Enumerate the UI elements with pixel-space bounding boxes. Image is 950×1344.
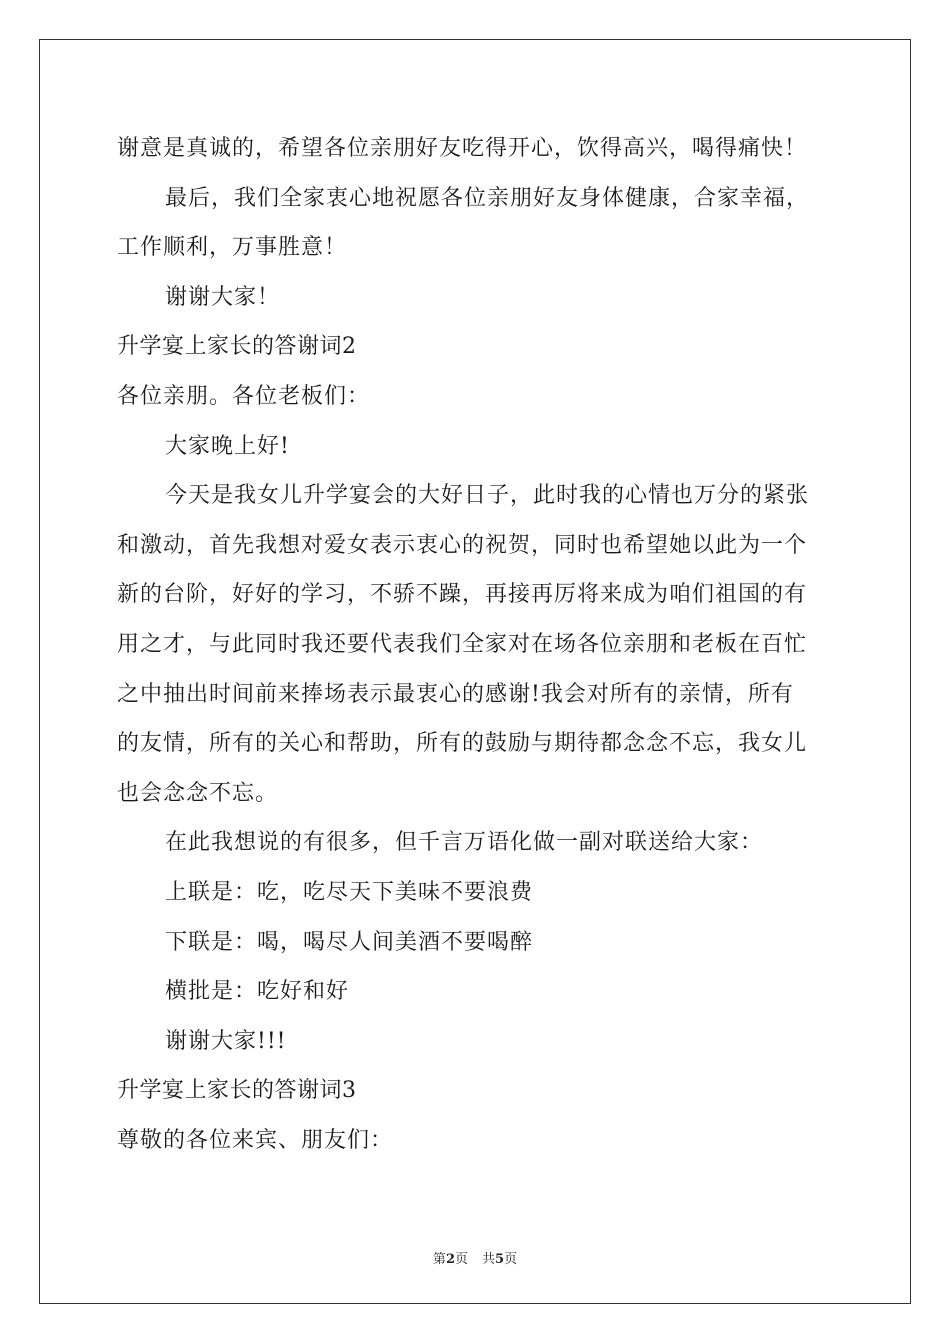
- paragraph-line: 大家晚上好!: [165, 433, 290, 459]
- couplet-line: 横批是：吃好和好: [165, 979, 350, 1005]
- salutation: 尊敬的各位来宾、朋友们：: [117, 1127, 394, 1153]
- paragraph-line: 工作顺利，万事胜意！: [117, 235, 348, 261]
- page-suffix: 页: [454, 1252, 468, 1267]
- total-prefix: 共: [482, 1252, 496, 1267]
- paragraph-line: 之中抽出时间前来捧场表示最衷心的感谢!我会对所有的亲情，所有: [117, 681, 794, 707]
- salutation: 各位亲朋。各位老板们：: [117, 383, 371, 409]
- page-total: 5: [495, 1252, 505, 1267]
- paragraph-line: 也会念念不忘。: [117, 780, 279, 806]
- couplet-line: 下联是：喝，喝尽人间美酒不要喝醉: [165, 929, 534, 955]
- section-heading: 升学宴上家长的答谢词3: [117, 1078, 357, 1104]
- paragraph-line: 最后，我们全家衷心地祝愿各位亲朋好友身体健康，合家幸福，: [165, 185, 810, 211]
- paragraph-line: 和激动，首先我想对爱女表示衷心的祝贺，同时也希望她以此为一个: [117, 532, 808, 558]
- document-body: [117, 124, 837, 1165]
- paragraph-line: 谢谢大家！: [165, 284, 281, 310]
- section-heading: 升学宴上家长的答谢词2: [117, 334, 357, 360]
- paragraph-line: 谢谢大家!!!: [165, 1028, 287, 1054]
- couplet-line: 上联是：吃，吃尽天下美味不要浪费: [165, 879, 534, 905]
- paragraph-line: 在此我想说的有很多，但千言万语化做一副对联送给大家：: [165, 830, 764, 856]
- paragraph-line: 用之才，与此同时我还要代表我们全家对在场各位亲朋和老板在百忙: [117, 631, 808, 657]
- page-prefix: 第: [432, 1252, 446, 1267]
- total-suffix: 页: [504, 1252, 518, 1267]
- paragraph-line: 的友情，所有的关心和帮助，所有的鼓励与期待都念念不忘，我女儿: [117, 731, 808, 757]
- page-current: 2: [445, 1252, 455, 1267]
- paragraph-line: 今天是我女儿升学宴会的大好日子，此时我的心情也万分的紧张: [165, 483, 810, 509]
- page-footer: [0, 1248, 950, 1267]
- paragraph-line: 谢意是真诚的，希望各位亲朋好友吃得开心，饮得高兴，喝得痛快！: [117, 136, 808, 161]
- paragraph-line: 新的台阶，好好的学习，不骄不躁，再接再厉将来成为咱们祖国的有: [117, 582, 808, 608]
